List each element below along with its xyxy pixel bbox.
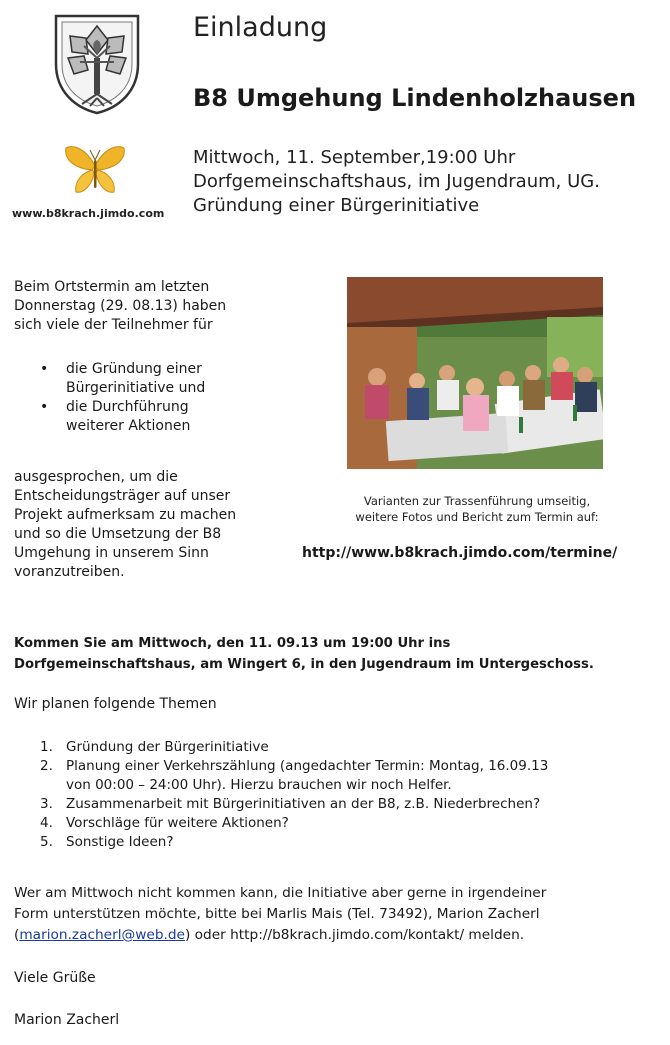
list-number: 1. <box>40 739 53 755</box>
list-item <box>40 757 660 795</box>
list-number: 4. <box>40 815 53 831</box>
list-number: 2. <box>40 758 53 774</box>
website-url-label: www.b8krach.jimdo.com <box>12 207 165 220</box>
call-line: Kommen Sie am Mittwoch, den 11. 09.13 um 19:00 Uhr ins <box>14 636 451 651</box>
photo-caption <box>320 493 634 525</box>
outro-paragraph <box>14 468 304 582</box>
intro-line: sich viele der Teilnehmer für <box>14 317 213 333</box>
coat-of-arms-logo <box>52 12 142 116</box>
list-item-text: Bürgerinitiative und <box>66 380 206 396</box>
list-number: 5. <box>40 834 53 850</box>
list-item-text: Planung einer Verkehrszählung (angedachter Termin: Montag, 16.09.13 <box>66 758 549 774</box>
event-purpose-line: Gründung einer Bürgerinitiative <box>193 195 480 216</box>
call-to-action <box>14 633 664 675</box>
list-number: 3. <box>40 796 53 812</box>
list-item-text: Gründung der Bürgerinitiative <box>66 739 269 755</box>
list-item <box>40 360 290 398</box>
invitation-kicker: Einladung <box>193 12 328 43</box>
outro-line: Umgehung in unserem Sinn <box>14 545 209 561</box>
list-item <box>40 833 660 852</box>
termine-link[interactable]: http://www.b8krach.jimdo.com/termine/ <box>302 545 618 561</box>
outro-line: voranzutreiben. <box>14 564 125 580</box>
event-photo <box>347 277 603 469</box>
list-item-text: Sonstige Ideen? <box>66 834 174 850</box>
intro-line: Beim Ortstermin am letzten <box>14 279 210 295</box>
outro-line: ausgesprochen, um die <box>14 469 178 485</box>
page-title: B8 Umgehung Lindenholzhausen <box>193 84 637 112</box>
closing-line <box>14 925 664 946</box>
list-item-text: • die Durchführung <box>66 399 189 415</box>
closing-text: ( <box>14 927 20 943</box>
list-item-subtext: von 00:00 – 24:00 Uhr). Hierzu brauchen wir noch Helfer. <box>66 777 452 793</box>
intro-paragraph <box>14 278 314 335</box>
caption-line: weitere Fotos und Bericht zum Termin auf: <box>355 510 599 524</box>
signature: Marion Zacherl <box>14 1012 120 1028</box>
topics-list <box>40 738 660 852</box>
list-item <box>40 814 660 833</box>
list-item-text: weiterer Aktionen <box>66 418 191 434</box>
closing-text: ) oder http://b8krach.jimdo.com/kontakt/ melden. <box>184 927 525 943</box>
butterfly-icon <box>64 144 126 196</box>
outro-line: Projekt aufmerksam zu machen <box>14 507 237 523</box>
caption-line: Varianten zur Trassenführung umseitig, <box>363 494 591 508</box>
outro-line: Entscheidungsträger auf unser <box>14 488 231 504</box>
greeting: Viele Grüße <box>14 970 96 986</box>
list-item <box>40 398 290 436</box>
list-item <box>40 738 660 757</box>
list-item-text: Vorschläge für weitere Aktionen? <box>66 815 289 831</box>
email-link[interactable]: marion.zacherl@web.de <box>19 927 185 943</box>
list-item-text: • die Gründung einer <box>66 361 202 377</box>
call-line: Dorfgemeinschaftshaus, am Wingert 6, in den Jugendraum im Untergeschoss. <box>14 657 594 672</box>
event-location-line: Dorfgemeinschaftshaus, im Jugendraum, UG. <box>193 171 600 192</box>
closing-line: Wer am Mittwoch nicht kommen kann, die Initiative aber gerne in irgendeiner <box>14 885 547 901</box>
outro-line: und so die Umsetzung der B8 <box>14 526 222 542</box>
bullet-list <box>40 360 290 436</box>
event-date-line: Mittwoch, 11. September,19:00 Uhr <box>193 147 516 168</box>
closing-paragraph <box>14 883 664 946</box>
list-item <box>40 795 660 814</box>
event-details <box>193 146 600 218</box>
list-item-text: Zusammenarbeit mit Bürgerinitiativen an der B8, z.B. Niederbrechen? <box>66 796 541 812</box>
closing-line: Form unterstützen möchte, bitte bei Marlis Mais (Tel. 73492), Marion Zacherl <box>14 906 540 922</box>
topics-intro: Wir planen folgende Themen <box>14 696 217 712</box>
intro-line: Donnerstag (29. 08.13) haben <box>14 298 227 314</box>
